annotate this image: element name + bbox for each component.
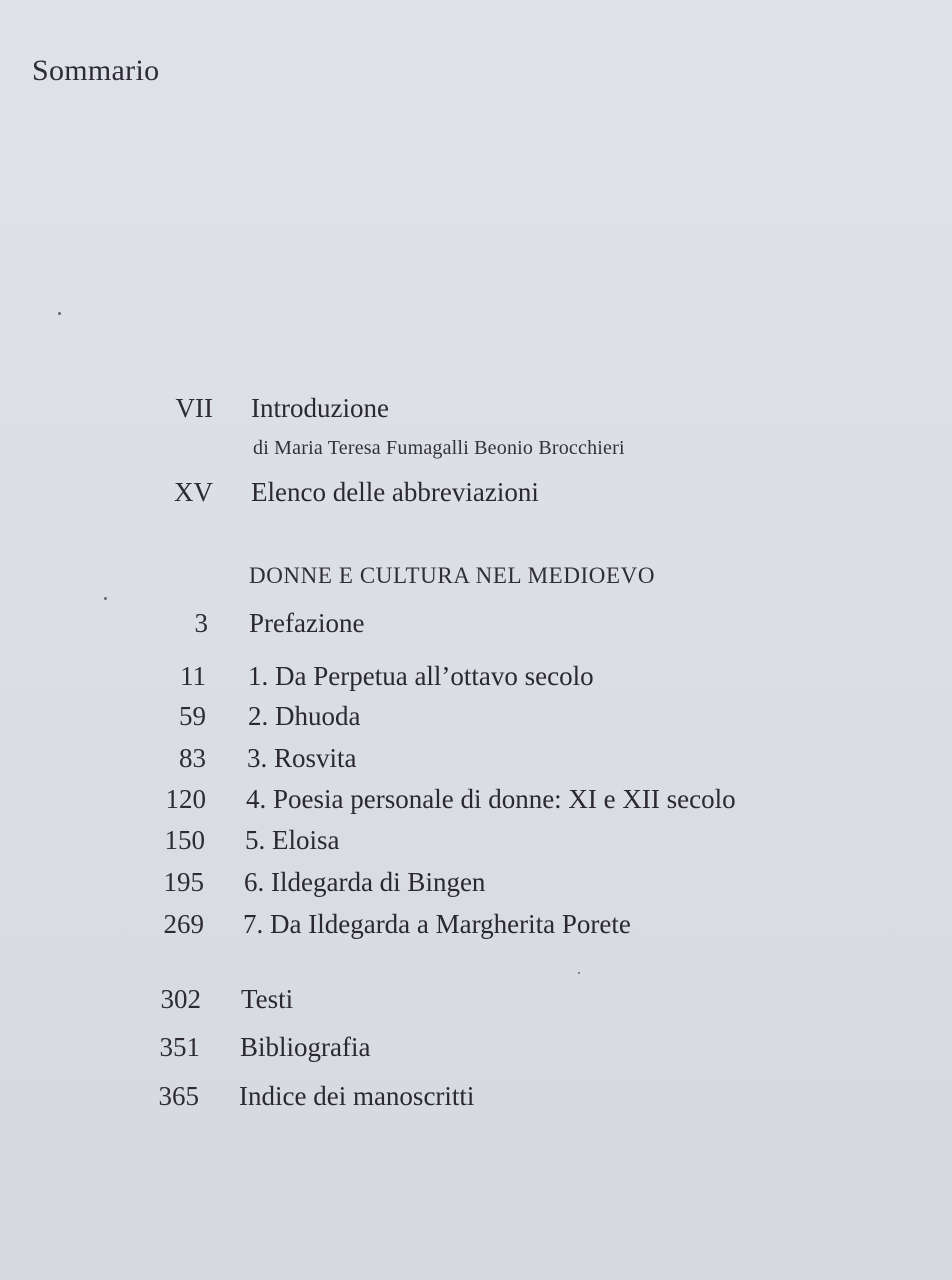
toc-page-number: 120: [165, 784, 206, 814]
toc-page-number: 83: [179, 743, 206, 773]
toc-entry-title: 2. Dhuoda: [248, 701, 361, 731]
toc-page-number: 11: [180, 661, 206, 691]
toc-entry-title: Elenco delle abbreviazioni: [251, 477, 539, 507]
toc-page-number: 195: [163, 867, 204, 897]
paper-speck: [58, 312, 61, 315]
page-heading: Sommario: [32, 54, 160, 87]
toc-entry-title: 6. Ildegarda di Bingen: [244, 867, 486, 897]
toc-entry-title: 4. Poesia personale di donne: XI e XII secolo: [246, 784, 736, 814]
toc-entry-title: 7. Da Ildegarda a Margherita Porete: [243, 909, 631, 939]
toc-page-number: 351: [159, 1032, 200, 1062]
toc-entry-title: Introduzione: [251, 393, 389, 423]
paper-speck: [578, 972, 580, 974]
toc-page-number: XV: [174, 477, 213, 507]
toc-page-number: 59: [179, 701, 206, 731]
toc-entry-title: Testi: [241, 984, 294, 1014]
paper-speck: [104, 597, 107, 600]
section-title: DONNE E CULTURA NEL MEDIOEVO: [249, 563, 656, 588]
toc-page-number: 365: [158, 1081, 199, 1111]
toc-page-number: 302: [160, 984, 201, 1014]
toc-page-number: 269: [163, 909, 204, 939]
toc-entry-title: Bibliografia: [240, 1032, 371, 1062]
toc-page-number: VII: [175, 393, 213, 423]
toc-entry-title: 1. Da Perpetua all’ottavo secolo: [248, 661, 594, 691]
toc-entry-author: di Maria Teresa Fumagalli Beonio Brocchieri: [253, 437, 625, 459]
toc-entry-title: Prefazione: [249, 608, 365, 638]
toc-page-number: 3: [194, 608, 208, 638]
toc-entry-title: Indice dei manoscritti: [239, 1081, 475, 1111]
toc-entry-title: 3. Rosvita: [247, 743, 357, 773]
toc-page-number: 150: [164, 825, 205, 855]
toc-entry-title: 5. Eloisa: [245, 825, 340, 855]
